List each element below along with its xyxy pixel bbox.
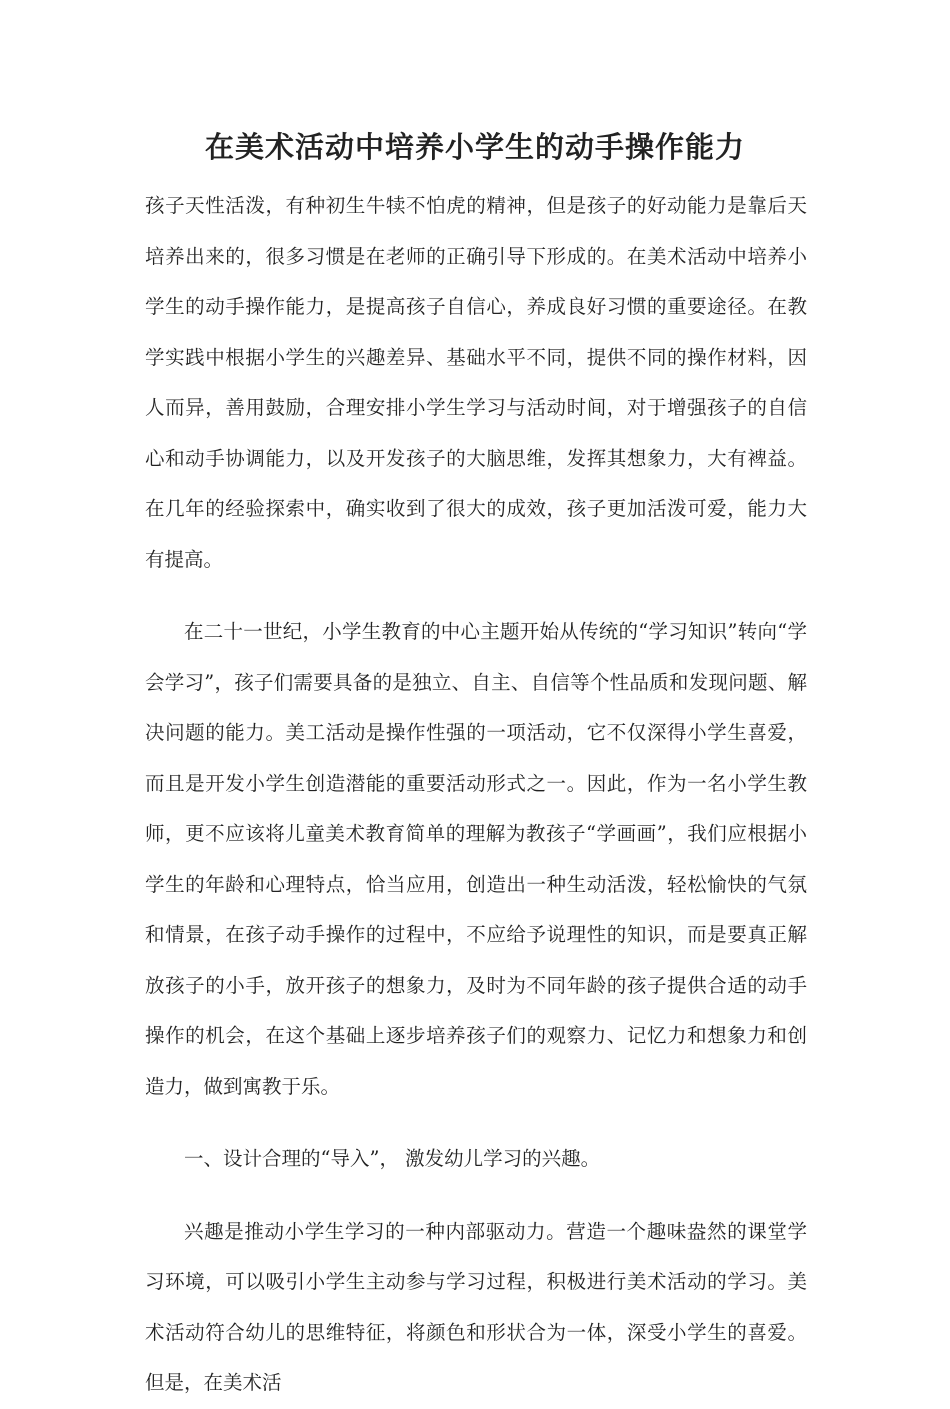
paragraph-21st-century: 在二十一世纪，小学生教育的中心主题开始从传统的“学习知识”转向“学会学习”，孩子们需要具备的是独立、自主、自信等个性品质和发现问题、解决问题的能力。美工活动是操作性强的一项活动，它不仅深得小学生喜爱，而且是开发小学生创造潜能的重要活动形式之一。因此，作为一名小学生教师，更不应该将儿童美术教育简单的理解为教孩子“学画画”，我们应根据小学生的年龄和心理特点，恰当应用，创造出一种生动活泼，轻松愉快的气氛和情景，在孩子动手操作的过程中，不应给予说理性的知识，而是要真正解放孩子的小手，放开孩子的想象力，及时为不同年龄的孩子提供合适的动手操作的机会，在这个基础上逐步培养孩子们的观察力、记忆力和想象力和创造力，做到寓教于乐。 xyxy=(145,620,807,1098)
paragraph-intro: 孩子天性活泼，有种初生牛犊不怕虎的精神，但是孩子的好动能力是靠后天培养出来的，很多习惯是在老师的正确引导下形成的。在美术活动中培养小学生的动手操作能力，是提高孩子自信心，养成良好习惯的重要途径。在教学实践中根据小学生的兴趣差异、基础水平不同，提供不同的操作材料，因人而异，善用鼓励，合理安排小学生学习与活动时间，对于增强孩子的自信心和动手协调能力，以及开发孩子的大脑思维，发挥其想象力，大有裨益。在几年的经验探索中，确实收到了很大的成效，孩子更加活泼可爱，能力大有提高。 xyxy=(145,194,807,571)
document-title: 在美术活动中培养小学生的动手操作能力 xyxy=(204,130,745,164)
paragraph-interest: 兴趣是推动小学生学习的一种内部驱动力。营造一个趣味盎然的课堂学习环境，可以吸引小学生主动参与学习过程，积极进行美术活动的学习。美术活动符合幼儿的思维特征，将颜色和形状合为一体，深受小学生的喜爱。但是，在美术活 xyxy=(145,1219,807,1394)
section-heading-1: 一、设计合理的“导入”， 激发幼儿学习的兴趣。 xyxy=(184,1147,601,1170)
document-body xyxy=(145,181,807,1409)
